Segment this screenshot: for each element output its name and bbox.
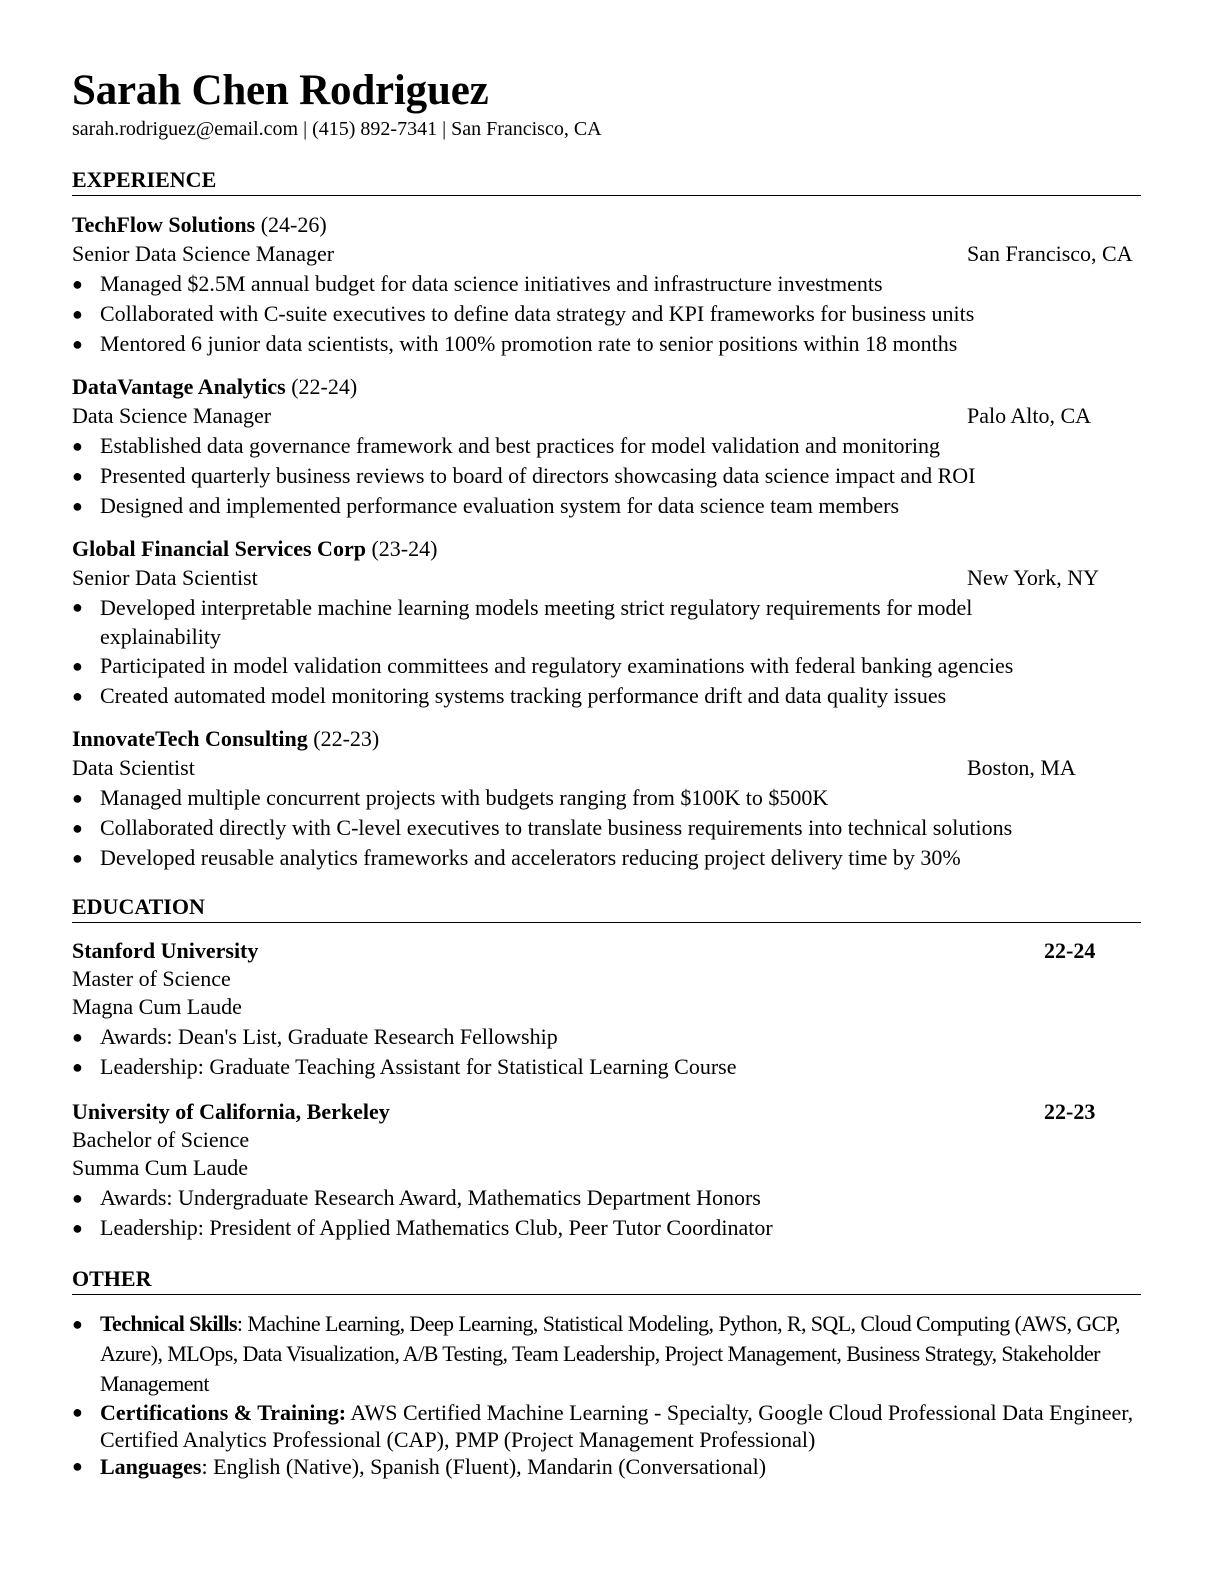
certifications-item <box>72 1399 1141 1453</box>
job-role-row <box>72 753 1141 782</box>
bullet-item: ● Developed interpretable machine learning models meeting strict regulatory requirements for model explainability <box>72 593 1141 651</box>
education-header <box>72 937 1141 965</box>
job-bullets <box>72 593 1141 711</box>
school-name: Stanford University <box>72 938 259 963</box>
job-header <box>72 372 1141 401</box>
bullet-item: ● Created automated model monitoring systems tracking performance drift and data quality issues <box>72 681 1141 711</box>
job-bullets <box>72 431 1141 521</box>
education-entry <box>72 1098 1141 1243</box>
other-heading: OTHER <box>72 1265 1141 1295</box>
job-location: Boston, MA <box>967 755 1076 780</box>
bullet-item: ● Leadership: President of Applied Mathematics Club, Peer Tutor Coordinator <box>72 1213 1141 1243</box>
bullet-item: ● Designed and implemented performance evaluation system for data science team members <box>72 491 1141 521</box>
bullet-item: ● Awards: Undergraduate Research Award, Mathematics Department Honors <box>72 1183 1141 1213</box>
job-entry <box>72 724 1141 873</box>
job-title: Senior Data Science Manager <box>72 241 335 266</box>
bullet-item: ● Managed multiple concurrent projects with budgets ranging from $100K to $500K <box>72 783 1141 813</box>
job-role-row <box>72 239 1141 268</box>
job-header <box>72 534 1141 563</box>
education-dates: 22-24 <box>1044 938 1096 963</box>
bullet-item: ● Awards: Dean's List, Graduate Research Fellowship <box>72 1022 1141 1052</box>
other-bullets <box>72 1309 1141 1480</box>
job-entry <box>72 372 1141 521</box>
bullet-item: ● Participated in model validation committees and regulatory examinations with federal banking agencies <box>72 651 1141 681</box>
company-name: Global Financial Services Corp <box>72 536 366 561</box>
company-name: DataVantage Analytics <box>72 374 286 399</box>
bullet-item: ● Established data governance framework and best practices for model validation and monitoring <box>72 431 1141 461</box>
resume-page <box>72 66 1141 1480</box>
job-dates: (22-23) <box>307 726 380 751</box>
bullet-item: ● Presented quarterly business reviews to board of directors showcasing data science impact and ROI <box>72 461 1141 491</box>
job-title: Data Scientist <box>72 755 195 780</box>
job-role-row <box>72 401 1141 430</box>
bullet-item: ● Leadership: Graduate Teaching Assistant for Statistical Learning Course <box>72 1052 1141 1082</box>
education-bullets <box>72 1183 1141 1243</box>
technical-skills-item <box>72 1309 1141 1399</box>
bullet-item: ● Developed reusable analytics frameworks and accelerators reducing project delivery time by 30% <box>72 843 1141 873</box>
certifications-label: Certifications & Training: <box>100 1400 347 1425</box>
candidate-name: Sarah Chen Rodriguez <box>72 67 489 114</box>
skills-text: : Machine Learning, Deep Learning, Statistical Modeling, Python, R, SQL, Cloud Computing (AWS, GCP, Azure), MLOps, Data Visualization, A/B Testing, Team Leadership, Project Management, Business Strategy, Stakeholder Management <box>100 1311 1120 1396</box>
job-location: San Francisco, CA <box>967 241 1133 266</box>
degree: Bachelor of Science <box>72 1127 250 1152</box>
honor: Magna Cum Laude <box>72 994 242 1019</box>
job-title: Senior Data Scientist <box>72 565 258 590</box>
languages-text: : English (Native), Spanish (Fluent), Mandarin (Conversational) <box>201 1454 767 1479</box>
job-dates: (22-24) <box>285 374 358 399</box>
job-location: Palo Alto, CA <box>967 403 1092 428</box>
degree: Master of Science <box>72 966 231 991</box>
experience-heading: EXPERIENCE <box>72 166 1141 196</box>
bullet-item: ● Collaborated with C-suite executives to define data strategy and KPI frameworks for business units <box>72 299 1141 329</box>
contact-line: sarah.rodriguez@email.com | (415) 892-7341 | San Francisco, CA <box>72 118 602 140</box>
bullet-item: ● Collaborated directly with C-level executives to translate business requirements into technical solutions <box>72 813 1141 843</box>
job-title: Data Science Manager <box>72 403 272 428</box>
job-location: New York, NY <box>967 565 1100 590</box>
education-heading: EDUCATION <box>72 893 1141 923</box>
job-entry <box>72 210 1141 359</box>
job-bullets <box>72 783 1141 873</box>
job-bullets <box>72 269 1141 359</box>
job-header <box>72 724 1141 753</box>
job-dates: (23-24) <box>365 536 438 561</box>
education-entry <box>72 937 1141 1082</box>
school-name: University of California, Berkeley <box>72 1099 390 1124</box>
job-header <box>72 210 1141 239</box>
education-bullets <box>72 1022 1141 1082</box>
skills-label: Technical Skills <box>100 1311 237 1336</box>
honor: Summa Cum Laude <box>72 1155 248 1180</box>
languages-label: Languages <box>100 1454 202 1479</box>
education-header <box>72 1098 1141 1126</box>
bullet-item: ● Mentored 6 junior data scientists, with 100% promotion rate to senior positions within 18 months <box>72 329 1141 359</box>
job-dates: (24-26) <box>255 212 327 237</box>
job-entry <box>72 534 1141 711</box>
company-name: TechFlow Solutions <box>72 212 256 237</box>
education-dates: 22-23 <box>1044 1099 1096 1124</box>
job-role-row <box>72 563 1141 592</box>
bullet-item: ● Managed $2.5M annual budget for data science initiatives and infrastructure investments <box>72 269 1141 299</box>
company-name: InnovateTech Consulting <box>72 726 308 751</box>
certifications-text: AWS Certified Machine Learning - Specialty, Google Cloud Professional Data Engineer, Certified Analytics Professional (CAP), PMP (Project Management Professional) <box>100 1400 1134 1452</box>
languages-item <box>72 1453 1141 1480</box>
